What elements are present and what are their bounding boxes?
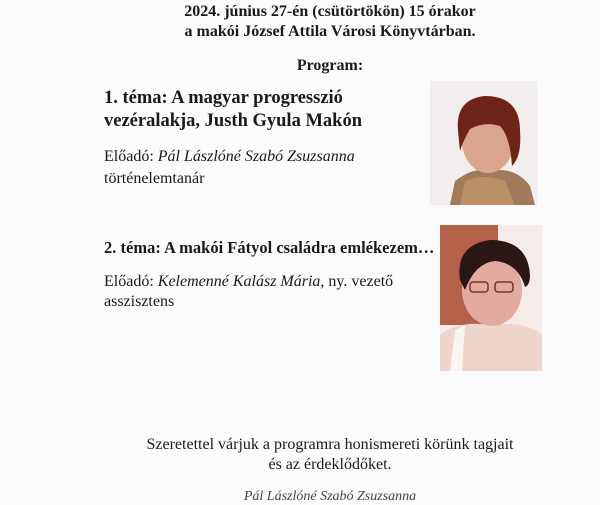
topic-2-presenter <box>104 273 393 291</box>
presenter-name: Pál Lászlóné Szabó Zsuzsanna <box>157 148 355 165</box>
presenter-name: Kelemenné Kalász Mária <box>157 273 321 290</box>
topic-2-presenter-role-line2: asszisztens <box>104 293 175 310</box>
topic-1-presenter <box>104 148 355 166</box>
presenter-2-photo <box>440 225 542 371</box>
presenter-role: , ny. vezető <box>320 273 394 290</box>
topic-1-title-line2: vezéralakja, Justh Gyula Makón <box>104 111 362 131</box>
presenter-1-photo <box>430 81 537 205</box>
program-heading: Program: <box>296 57 364 74</box>
closing-line1: Szeretettel várjuk a programra honismereti körünk tagjait <box>146 436 514 453</box>
closing-line2: és az érdeklődőket. <box>268 456 392 473</box>
event-location: a makói József Attila Városi Könyvtárban. <box>184 23 476 40</box>
topic-2-title: 2. téma: A makói Fátyol családra emlékezem… <box>104 238 435 257</box>
topic-1-presenter-role: történelemtanár <box>104 170 205 187</box>
presenter-label: Előadó: <box>104 273 158 290</box>
topic-1-title-line1: 1. téma: A magyar progresszió <box>104 88 343 108</box>
signature: Pál Lászlóné Szabó Zsuzsanna <box>243 489 417 504</box>
event-date-time: 2024. június 27-én (csütörtökön) 15 órakor <box>184 3 476 20</box>
presenter-label: Előadó: <box>104 148 158 165</box>
